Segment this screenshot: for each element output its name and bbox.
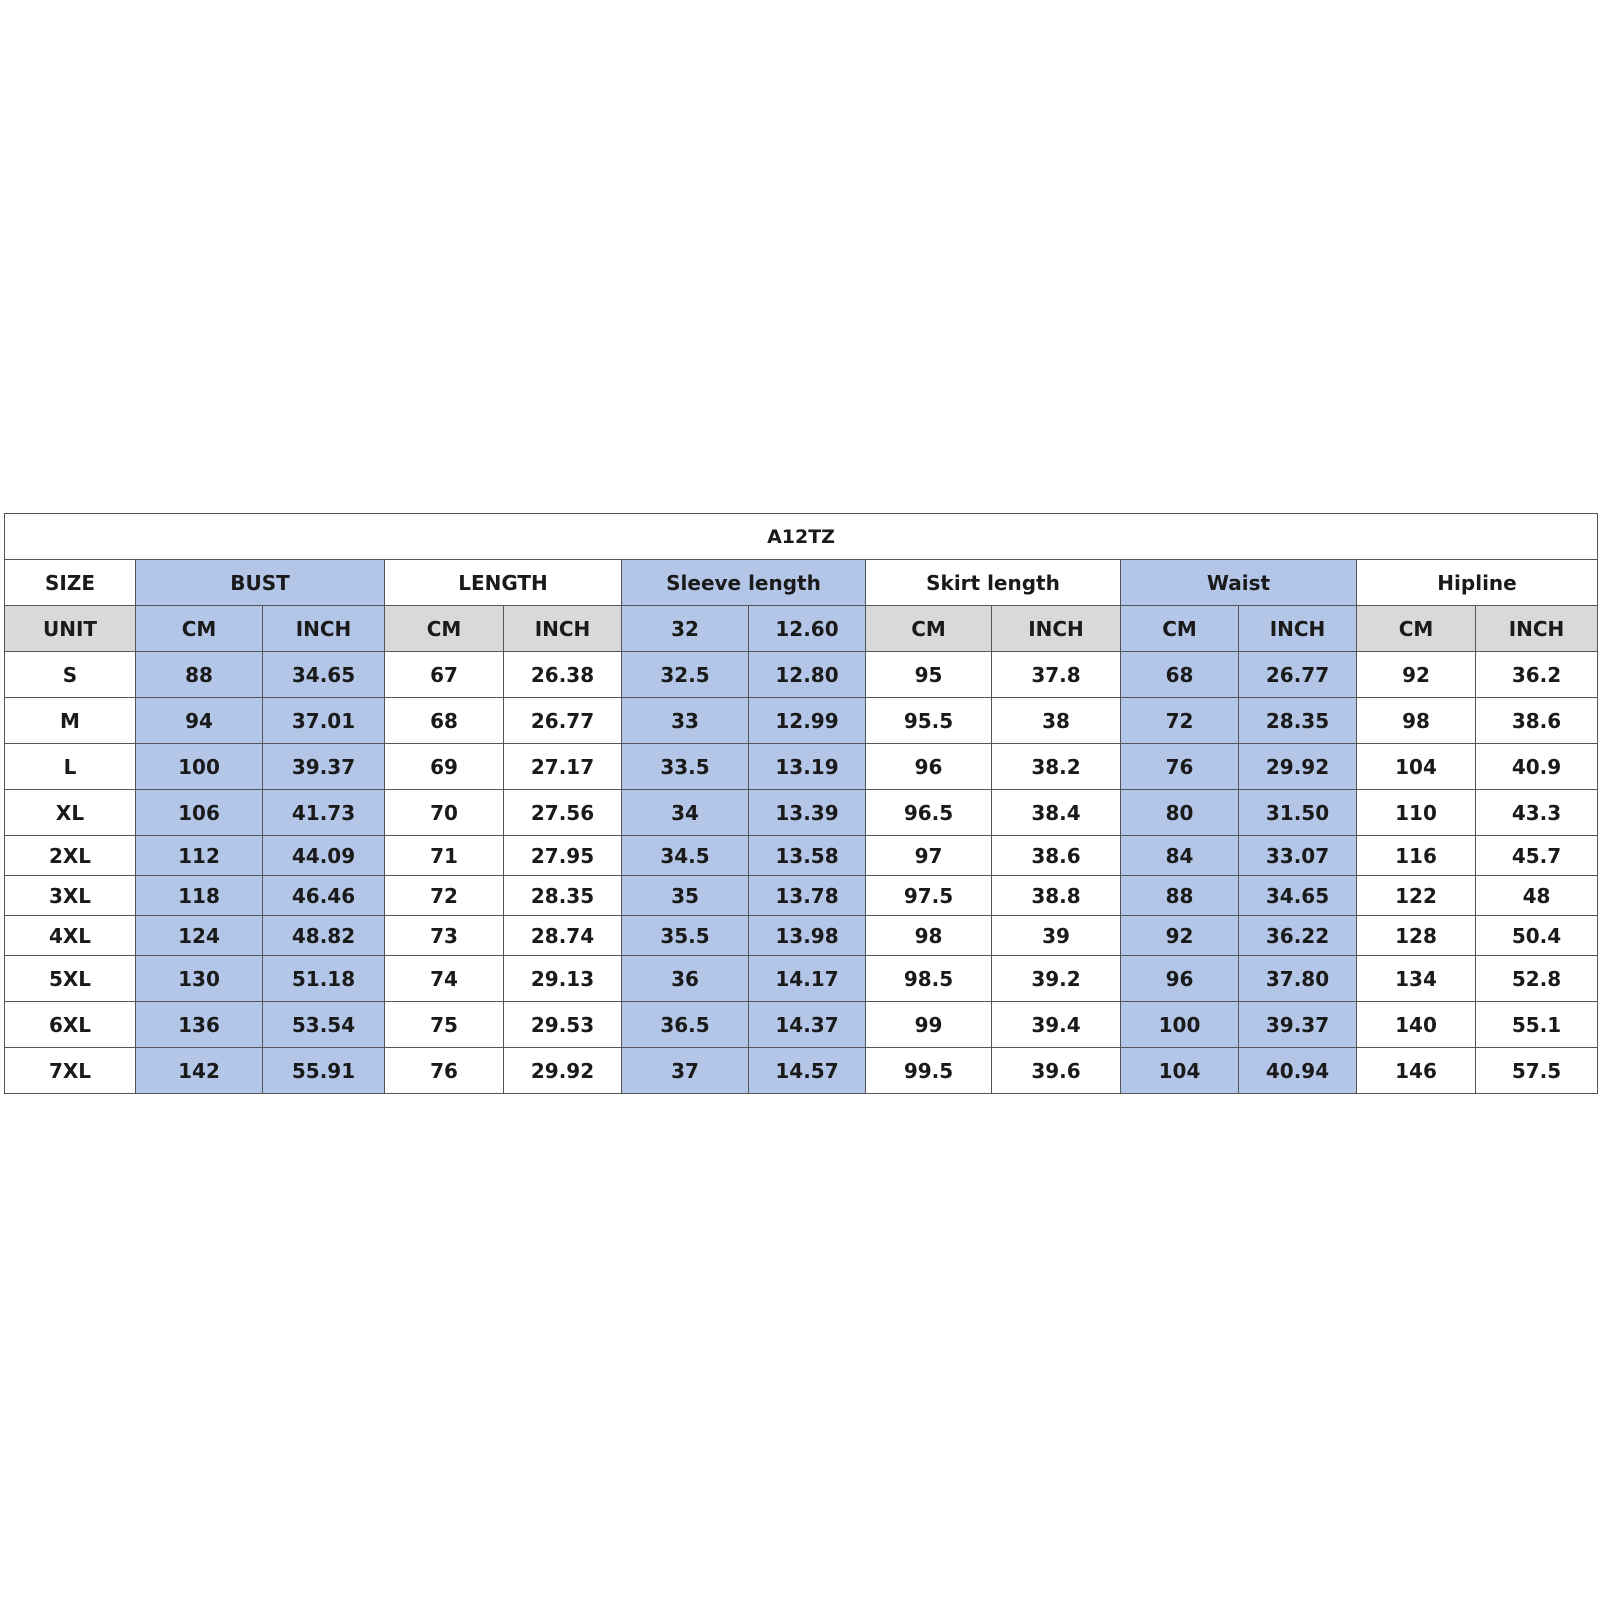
cell-sleeve-inch: 13.58 — [749, 836, 866, 876]
cell-skirt-cm: 98.5 — [866, 956, 992, 1002]
cell-waist-inch: 36.22 — [1239, 916, 1357, 956]
cell-bust-cm: 118 — [136, 876, 263, 916]
cell-hipline-inch: 40.9 — [1476, 744, 1598, 790]
cell-sleeve-inch: 13.78 — [749, 876, 866, 916]
cell-skirt-cm: 96.5 — [866, 790, 992, 836]
cell-length-inch: 27.95 — [504, 836, 622, 876]
cell-bust-cm: 100 — [136, 744, 263, 790]
cell-size: L — [5, 744, 136, 790]
size-chart-table — [4, 513, 1598, 1094]
cell-hipline-inch: 48 — [1476, 876, 1598, 916]
cell-length-cm: 67 — [385, 652, 504, 698]
cell-skirt-cm: 99 — [866, 1002, 992, 1048]
table-row — [5, 744, 1598, 790]
cell-bust-inch: 48.82 — [263, 916, 385, 956]
cell-hipline-cm: 116 — [1357, 836, 1476, 876]
cell-hipline-inch: 36.2 — [1476, 652, 1598, 698]
cell-hipline-cm: 110 — [1357, 790, 1476, 836]
cell-size: 6XL — [5, 1002, 136, 1048]
unit-cell-hipline-inch: INCH — [1476, 606, 1598, 652]
unit-cell-waist-cm: CM — [1121, 606, 1239, 652]
cell-skirt-cm: 95.5 — [866, 698, 992, 744]
table-row — [5, 916, 1598, 956]
cell-hipline-cm: 92 — [1357, 652, 1476, 698]
table-row — [5, 1048, 1598, 1094]
cell-size: 7XL — [5, 1048, 136, 1094]
cell-skirt-cm: 97.5 — [866, 876, 992, 916]
cell-length-cm: 76 — [385, 1048, 504, 1094]
header-size: SIZE — [5, 560, 136, 606]
unit-row — [5, 606, 1598, 652]
unit-cell-hipline-cm: CM — [1357, 606, 1476, 652]
cell-hipline-inch: 45.7 — [1476, 836, 1598, 876]
cell-hipline-cm: 140 — [1357, 1002, 1476, 1048]
cell-size: 4XL — [5, 916, 136, 956]
cell-skirt-inch: 39.6 — [992, 1048, 1121, 1094]
cell-waist-cm: 76 — [1121, 744, 1239, 790]
cell-length-cm: 70 — [385, 790, 504, 836]
cell-waist-inch: 28.35 — [1239, 698, 1357, 744]
cell-bust-inch: 39.37 — [263, 744, 385, 790]
cell-skirt-cm: 99.5 — [866, 1048, 992, 1094]
cell-waist-inch: 40.94 — [1239, 1048, 1357, 1094]
cell-sleeve-inch: 14.17 — [749, 956, 866, 1002]
cell-length-cm: 71 — [385, 836, 504, 876]
cell-sleeve-cm: 33 — [622, 698, 749, 744]
table-row — [5, 652, 1598, 698]
cell-waist-inch: 29.92 — [1239, 744, 1357, 790]
unit-cell-bust-inch: INCH — [263, 606, 385, 652]
cell-waist-inch: 31.50 — [1239, 790, 1357, 836]
cell-sleeve-inch: 14.57 — [749, 1048, 866, 1094]
cell-bust-cm: 88 — [136, 652, 263, 698]
cell-skirt-inch: 38 — [992, 698, 1121, 744]
header-sleeve-length: Sleeve length — [622, 560, 866, 606]
header-hipline: Hipline — [1357, 560, 1598, 606]
group-header-row — [5, 560, 1598, 606]
cell-sleeve-inch: 13.39 — [749, 790, 866, 836]
cell-length-inch: 29.92 — [504, 1048, 622, 1094]
cell-sleeve-inch: 12.80 — [749, 652, 866, 698]
cell-waist-cm: 104 — [1121, 1048, 1239, 1094]
cell-skirt-inch: 39.2 — [992, 956, 1121, 1002]
header-bust: BUST — [136, 560, 385, 606]
cell-skirt-cm: 95 — [866, 652, 992, 698]
cell-size: XL — [5, 790, 136, 836]
unit-cell-length-inch: INCH — [504, 606, 622, 652]
cell-length-cm: 72 — [385, 876, 504, 916]
header-skirt-length: Skirt length — [866, 560, 1121, 606]
cell-size: S — [5, 652, 136, 698]
cell-bust-cm: 136 — [136, 1002, 263, 1048]
cell-waist-inch: 33.07 — [1239, 836, 1357, 876]
cell-skirt-inch: 38.4 — [992, 790, 1121, 836]
unit-cell-sleeve-inch: 12.60 — [749, 606, 866, 652]
cell-sleeve-inch: 13.19 — [749, 744, 866, 790]
cell-length-inch: 27.17 — [504, 744, 622, 790]
cell-waist-cm: 100 — [1121, 1002, 1239, 1048]
cell-bust-inch: 53.54 — [263, 1002, 385, 1048]
cell-hipline-inch: 50.4 — [1476, 916, 1598, 956]
cell-skirt-cm: 97 — [866, 836, 992, 876]
cell-bust-inch: 46.46 — [263, 876, 385, 916]
cell-sleeve-cm: 35.5 — [622, 916, 749, 956]
cell-sleeve-cm: 34 — [622, 790, 749, 836]
cell-bust-cm: 106 — [136, 790, 263, 836]
header-length: LENGTH — [385, 560, 622, 606]
cell-bust-inch: 55.91 — [263, 1048, 385, 1094]
cell-hipline-cm: 128 — [1357, 916, 1476, 956]
unit-cell-length-cm: CM — [385, 606, 504, 652]
cell-bust-cm: 142 — [136, 1048, 263, 1094]
cell-skirt-inch: 39.4 — [992, 1002, 1121, 1048]
cell-waist-cm: 88 — [1121, 876, 1239, 916]
cell-skirt-inch: 38.8 — [992, 876, 1121, 916]
cell-size: M — [5, 698, 136, 744]
cell-size: 2XL — [5, 836, 136, 876]
unit-cell-size: UNIT — [5, 606, 136, 652]
cell-hipline-inch: 38.6 — [1476, 698, 1598, 744]
unit-cell-bust-cm: CM — [136, 606, 263, 652]
cell-sleeve-cm: 34.5 — [622, 836, 749, 876]
cell-hipline-cm: 146 — [1357, 1048, 1476, 1094]
table-row — [5, 836, 1598, 876]
cell-length-inch: 28.74 — [504, 916, 622, 956]
cell-skirt-cm: 96 — [866, 744, 992, 790]
chart-title: A12TZ — [5, 514, 1598, 560]
cell-sleeve-cm: 36.5 — [622, 1002, 749, 1048]
cell-size: 3XL — [5, 876, 136, 916]
cell-hipline-cm: 104 — [1357, 744, 1476, 790]
unit-cell-skirt-inch: INCH — [992, 606, 1121, 652]
cell-hipline-cm: 122 — [1357, 876, 1476, 916]
cell-size: 5XL — [5, 956, 136, 1002]
cell-length-inch: 26.77 — [504, 698, 622, 744]
cell-sleeve-cm: 35 — [622, 876, 749, 916]
cell-bust-cm: 94 — [136, 698, 263, 744]
cell-waist-cm: 96 — [1121, 956, 1239, 1002]
cell-skirt-inch: 38.2 — [992, 744, 1121, 790]
cell-length-cm: 74 — [385, 956, 504, 1002]
cell-length-cm: 75 — [385, 1002, 504, 1048]
table-row — [5, 876, 1598, 916]
cell-sleeve-cm: 36 — [622, 956, 749, 1002]
table-row — [5, 698, 1598, 744]
cell-length-cm: 73 — [385, 916, 504, 956]
cell-sleeve-cm: 33.5 — [622, 744, 749, 790]
cell-hipline-inch: 43.3 — [1476, 790, 1598, 836]
unit-cell-waist-inch: INCH — [1239, 606, 1357, 652]
cell-skirt-cm: 98 — [866, 916, 992, 956]
cell-sleeve-inch: 12.99 — [749, 698, 866, 744]
cell-length-inch: 29.53 — [504, 1002, 622, 1048]
cell-sleeve-cm: 32.5 — [622, 652, 749, 698]
cell-length-inch: 28.35 — [504, 876, 622, 916]
header-waist: Waist — [1121, 560, 1357, 606]
cell-length-inch: 29.13 — [504, 956, 622, 1002]
table-row — [5, 790, 1598, 836]
cell-bust-cm: 130 — [136, 956, 263, 1002]
cell-length-inch: 27.56 — [504, 790, 622, 836]
cell-hipline-inch: 55.1 — [1476, 1002, 1598, 1048]
cell-length-inch: 26.38 — [504, 652, 622, 698]
cell-hipline-cm: 134 — [1357, 956, 1476, 1002]
cell-waist-cm: 68 — [1121, 652, 1239, 698]
cell-bust-inch: 51.18 — [263, 956, 385, 1002]
cell-skirt-inch: 37.8 — [992, 652, 1121, 698]
size-rows — [5, 652, 1598, 1094]
cell-skirt-inch: 39 — [992, 916, 1121, 956]
cell-skirt-inch: 38.6 — [992, 836, 1121, 876]
cell-waist-inch: 34.65 — [1239, 876, 1357, 916]
table-row — [5, 1002, 1598, 1048]
unit-cell-skirt-cm: CM — [866, 606, 992, 652]
cell-bust-cm: 112 — [136, 836, 263, 876]
cell-hipline-inch: 52.8 — [1476, 956, 1598, 1002]
cell-hipline-inch: 57.5 — [1476, 1048, 1598, 1094]
cell-bust-inch: 34.65 — [263, 652, 385, 698]
cell-waist-inch: 26.77 — [1239, 652, 1357, 698]
cell-bust-inch: 41.73 — [263, 790, 385, 836]
cell-bust-inch: 44.09 — [263, 836, 385, 876]
cell-length-cm: 68 — [385, 698, 504, 744]
unit-cell-sleeve-cm: 32 — [622, 606, 749, 652]
cell-length-cm: 69 — [385, 744, 504, 790]
cell-waist-inch: 39.37 — [1239, 1002, 1357, 1048]
title-row — [5, 514, 1598, 560]
cell-waist-cm: 80 — [1121, 790, 1239, 836]
cell-waist-cm: 92 — [1121, 916, 1239, 956]
cell-bust-cm: 124 — [136, 916, 263, 956]
cell-hipline-cm: 98 — [1357, 698, 1476, 744]
cell-sleeve-inch: 13.98 — [749, 916, 866, 956]
cell-waist-cm: 84 — [1121, 836, 1239, 876]
cell-bust-inch: 37.01 — [263, 698, 385, 744]
cell-waist-cm: 72 — [1121, 698, 1239, 744]
cell-sleeve-inch: 14.37 — [749, 1002, 866, 1048]
cell-waist-inch: 37.80 — [1239, 956, 1357, 1002]
cell-sleeve-cm: 37 — [622, 1048, 749, 1094]
table-row — [5, 956, 1598, 1002]
